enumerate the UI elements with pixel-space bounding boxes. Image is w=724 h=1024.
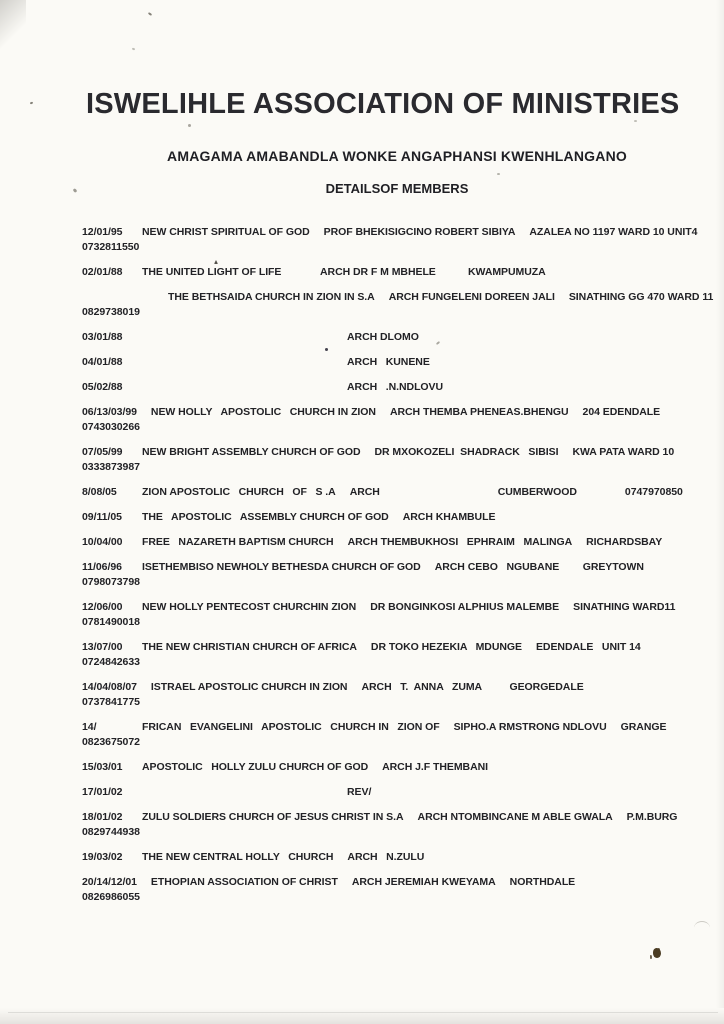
- member-row: [82, 875, 686, 905]
- member-date: 14/04/08/07: [82, 681, 137, 693]
- member-church-name: [142, 330, 347, 345]
- member-date: 17/01/02: [82, 786, 123, 798]
- member-location: SINATHING GG 470 WARD 11: [568, 291, 714, 303]
- member-date: 10/04/00: [82, 536, 123, 548]
- member-leader-name: DR TOKO HEZEKIA MDUNGE: [370, 641, 522, 653]
- member-row-line: [82, 405, 686, 420]
- member-location: RICHARDSBAY: [586, 536, 663, 548]
- member-row: [82, 850, 686, 865]
- page-title: ISWELIHLE ASSOCIATION OF MINISTRIES: [86, 88, 680, 120]
- member-leader-name: REV/: [347, 786, 372, 798]
- member-church-name: FREE NAZARETH BAPTISM CHURCH: [142, 536, 334, 548]
- member-row-line: [82, 265, 686, 280]
- member-row: [82, 560, 686, 590]
- member-location: EDENDALE UNIT 14: [535, 641, 641, 653]
- page-edge-bottom: [0, 1008, 724, 1024]
- member-row-line: [82, 875, 686, 890]
- member-date: 15/03/01: [82, 761, 123, 773]
- member-location: NORTHDALE: [509, 876, 576, 888]
- member-row: [82, 380, 686, 395]
- member-date: 09/11/05: [82, 511, 122, 523]
- member-location: GRANGE: [620, 721, 667, 733]
- member-date: 20/14/12/01: [82, 876, 137, 888]
- member-row: [82, 355, 686, 370]
- member-date: 04/01/88: [82, 356, 123, 368]
- member-phone: 0826986055: [82, 891, 140, 903]
- member-location: [530, 760, 544, 775]
- member-leader-name: ARCH .N.NDLOVU: [347, 381, 444, 393]
- member-phone: 0724842633: [82, 656, 140, 668]
- member-location: GEORGEDALE: [509, 681, 584, 693]
- scan-hairline: [694, 921, 710, 928]
- member-leader-name: ARCH J.F THEMBANI: [382, 761, 489, 773]
- member-church-name: ZULU SOLDIERS CHURCH OF JESUS CHRIST IN S.A: [142, 811, 404, 823]
- member-row-line: [82, 380, 686, 395]
- section-heading: DETAILSOF MEMBERS: [325, 181, 469, 196]
- member-date: [82, 290, 168, 305]
- member-date: 11/06/96: [82, 561, 122, 573]
- member-church-name: ZION APOSTOLIC CHURCH OF S .A: [142, 486, 336, 498]
- member-church-name: [142, 380, 347, 395]
- member-location: KWAMPUMUZA: [468, 266, 546, 278]
- member-date: 02/01/88: [82, 266, 123, 278]
- member-date: 13/07/00: [82, 641, 123, 653]
- member-row: [82, 720, 686, 750]
- member-row: [82, 225, 698, 255]
- member-location: [495, 355, 509, 370]
- member-leader-name: ARCH N.ZULU: [347, 851, 425, 863]
- member-location: GREYTOWN: [582, 561, 644, 573]
- member-church-name: ISTRAEL APOSTOLIC CHURCH IN ZION: [150, 681, 348, 693]
- member-church-name: NEW HOLLY APOSTOLIC CHURCH IN ZION: [150, 406, 376, 418]
- member-row-line: [82, 810, 686, 825]
- member-phone: 0743030266: [82, 421, 140, 433]
- member-row: [82, 510, 686, 525]
- member-location: 204 EDENDALE: [582, 406, 661, 418]
- member-row-line: [82, 560, 686, 575]
- member-leader-name: ARCH DR F M MBHELE: [320, 266, 436, 278]
- page-edge-line: [8, 1012, 718, 1013]
- member-row-line: [82, 535, 686, 550]
- member-location: SINATHING WARD11: [573, 601, 676, 613]
- scan-speck: [325, 348, 328, 351]
- page-subtitle: AMAGAMA AMABANDLA WONKE ANGAPHANSI KWENHLANGANO: [167, 148, 627, 164]
- member-church-name: [142, 785, 347, 800]
- scan-speck: [30, 102, 34, 105]
- member-row-line: [82, 225, 698, 240]
- member-church-name: THE NEW CENTRAL HOLLY CHURCH: [142, 851, 334, 863]
- member-church-name: ETHOPIAN ASSOCIATION OF CHRIST: [150, 876, 338, 888]
- member-row: [82, 810, 686, 840]
- member-church-name: APOSTOLIC HOLLY ZULU CHURCH OF GOD: [142, 761, 369, 773]
- member-leader-name: ARCH THEMBUKHOSI EPHRAIM MALINGA: [347, 536, 573, 548]
- member-row: [82, 600, 686, 630]
- member-church-name: THE APOSTOLIC ASSEMBLY CHURCH OF GOD: [142, 511, 389, 523]
- scan-speck: [148, 12, 152, 16]
- member-phone: 0737841775: [82, 696, 140, 708]
- member-leader-name: DR BONGINKOSI ALPHIUS MALEMBE: [370, 601, 560, 613]
- member-date: 12/06/00: [82, 601, 123, 613]
- member-row: [82, 535, 686, 550]
- scan-speck: [188, 124, 191, 127]
- member-location: [495, 330, 509, 345]
- member-date: 03/01/88: [82, 331, 123, 343]
- scan-blot: [653, 948, 661, 958]
- member-church-name: ISETHEMBISO NEWHOLY BETHESDA CHURCH OF GOD: [142, 561, 421, 573]
- member-row: [82, 290, 714, 320]
- member-row-line: [82, 355, 686, 370]
- member-phone: 0823675072: [82, 736, 140, 748]
- member-leader-name: ARCH FUNGELENI DOREEN JALI: [388, 291, 555, 303]
- member-church-name: FRICAN EVANGELINI APOSTOLIC CHURCH IN ZION OF: [142, 721, 440, 733]
- member-church-name: NEW CHRIST SPIRITUAL OF GOD: [142, 226, 310, 238]
- scan-speck: [634, 120, 637, 122]
- member-leader-name: PROF BHEKISIGCINO ROBERT SIBIYA: [323, 226, 516, 238]
- member-location: AZALEA NO 1197 WARD 10 UNIT4: [529, 226, 698, 238]
- member-leader-name: ARCH KHAMBULE: [402, 511, 496, 523]
- scan-speck: [73, 188, 78, 193]
- member-phone: 0781490018: [82, 616, 140, 628]
- member-date: 05/02/88: [82, 381, 123, 393]
- member-row-line: [82, 330, 686, 345]
- member-leader-name: ARCH NTOMBINCANE M ABLE GWALA: [417, 811, 613, 823]
- member-date: 14/: [82, 721, 97, 733]
- member-church-name: NEW HOLLY PENTECOST CHURCHIN ZION: [142, 601, 357, 613]
- member-row: [82, 485, 686, 500]
- member-row-line: [82, 445, 686, 460]
- member-date: 12/01/95: [82, 226, 123, 238]
- member-row-line: [82, 680, 686, 695]
- member-row: [82, 785, 686, 800]
- member-phone-inline: 0747970850: [624, 486, 683, 498]
- member-location: CUMBERWOOD: [497, 486, 577, 498]
- member-location: [495, 850, 509, 865]
- member-date: 8/08/05: [82, 486, 117, 498]
- member-date: 06/13/03/99: [82, 406, 137, 418]
- member-leader-name: ARCH DLOMO: [347, 331, 419, 343]
- member-row-line: [82, 640, 686, 655]
- member-list: [82, 225, 714, 905]
- member-church-name: [142, 355, 347, 370]
- member-leader-name: ARCH: [349, 486, 380, 498]
- member-leader-name: SIPHO.A RMSTRONG NDLOVU: [453, 721, 607, 733]
- member-row: [82, 760, 686, 775]
- member-date: 07/05/99: [82, 446, 123, 458]
- member-church-name: NEW BRIGHT ASSEMBLY CHURCH OF GOD: [142, 446, 361, 458]
- member-row-line: [82, 760, 686, 775]
- member-phone: 0333873987: [82, 461, 140, 473]
- member-row-line: [82, 850, 686, 865]
- member-row-line: [82, 600, 686, 615]
- member-phone: 0798073798: [82, 576, 140, 588]
- member-row: [82, 445, 686, 475]
- page-edge-right: [716, 0, 724, 1024]
- member-date: 18/01/02: [82, 811, 123, 823]
- member-leader-name: ARCH KUNENE: [347, 356, 430, 368]
- member-church-name: THE UNITED LIGHT OF LIFE: [142, 266, 282, 278]
- member-leader-name: ARCH THEMBA PHENEAS.BHENGU: [389, 406, 569, 418]
- member-phone: 0829738019: [82, 306, 140, 318]
- member-church-name: THE NEW CHRISTIAN CHURCH OF AFRICA: [142, 641, 357, 653]
- member-leader-name: ARCH CEBO NGUBANE: [434, 561, 560, 573]
- page-corner-shade: [0, 0, 26, 52]
- member-leader-name: DR MXOKOZELI SHADRACK SIBISI: [374, 446, 559, 458]
- member-leader-name: ARCH JEREMIAH KWEYAMA: [351, 876, 496, 888]
- member-row-line: [82, 290, 714, 305]
- member-row-line: [82, 510, 686, 525]
- member-location: KWA PATA WARD 10: [572, 446, 675, 458]
- member-row-line: [82, 720, 686, 735]
- member-row: [82, 265, 686, 280]
- member-location: [551, 510, 565, 525]
- member-row-line: [82, 485, 686, 500]
- member-church-name: THE BETHSAIDA CHURCH IN ZION IN S.A: [168, 291, 375, 303]
- member-row: [82, 680, 686, 710]
- member-row: [82, 640, 686, 670]
- member-leader-name: ARCH T. ANNA ZUMA: [361, 681, 483, 693]
- scan-speck: [497, 173, 500, 175]
- member-row: [82, 405, 686, 435]
- member-phone: 0829744938: [82, 826, 140, 838]
- member-location: [495, 785, 509, 800]
- member-row: [82, 330, 686, 345]
- scan-speck: [132, 48, 136, 51]
- member-phone: 0732811550: [82, 241, 140, 253]
- member-date: 19/03/02: [82, 851, 123, 863]
- member-location: [495, 380, 509, 395]
- member-location: P.M.BURG: [626, 811, 678, 823]
- member-row-line: [82, 785, 686, 800]
